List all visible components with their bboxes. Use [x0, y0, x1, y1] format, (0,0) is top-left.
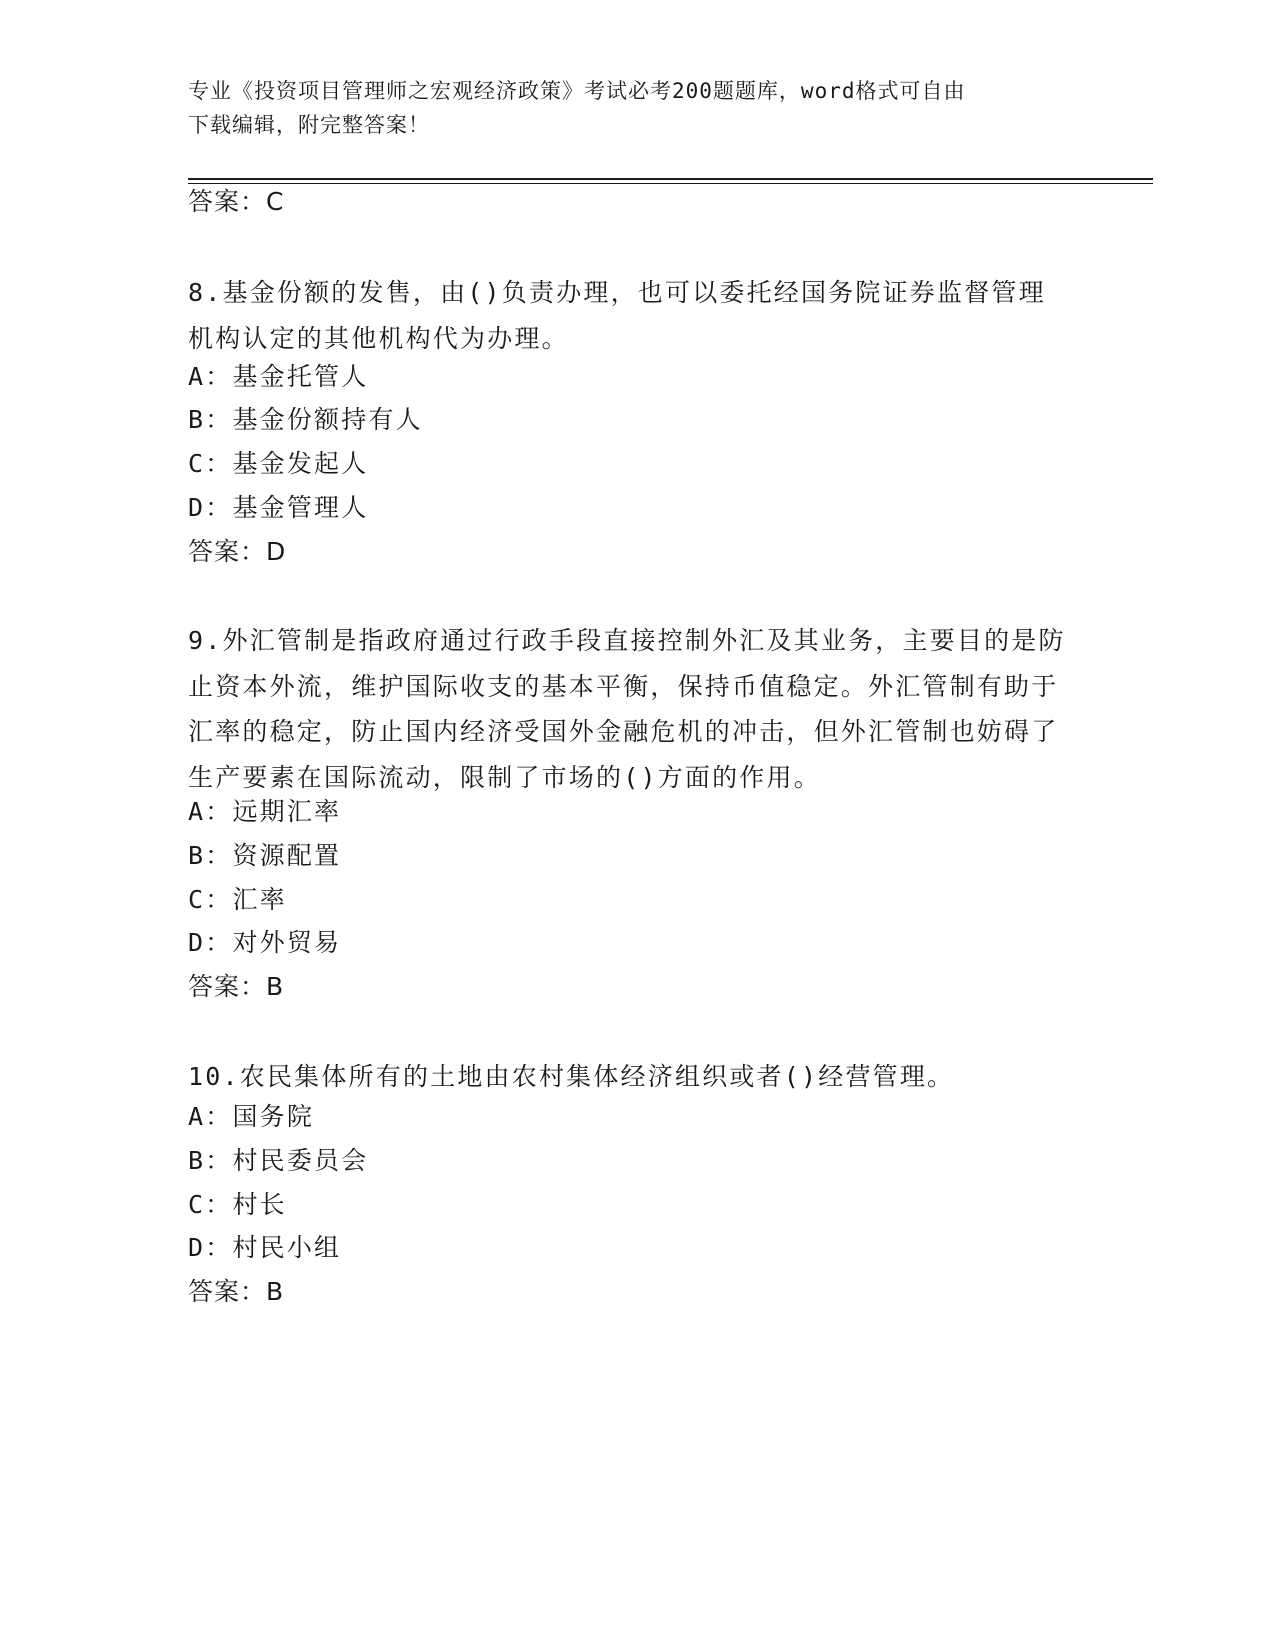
question-9-option-d: D：对外贸易 — [188, 928, 342, 957]
question-10-text: 10.农民集体所有的土地由农村集体经济组织或者()经营管理。 — [188, 1062, 955, 1091]
question-9-answer: 答案：B — [188, 972, 285, 1001]
question-10-option-b: B：村民委员会 — [188, 1146, 369, 1175]
question-8-answer: 答案：D — [188, 537, 287, 566]
header-line-2: 下载编辑，附完整答案！ — [188, 113, 430, 137]
question-8-option-a: A：基金托管人 — [188, 362, 369, 391]
document-header — [188, 74, 1088, 142]
header-divider-thin — [188, 183, 1153, 184]
question-10-option-a: A：国务院 — [188, 1102, 315, 1131]
question-8-option-b: B：基金份额持有人 — [188, 405, 423, 434]
question-10-answer: 答案：B — [188, 1277, 285, 1306]
question-10-option-d: D：村民小组 — [188, 1233, 342, 1262]
previous-answer: 答案：C — [188, 187, 285, 216]
question-9-text: 9.外汇管制是指政府通过行政手段直接控制外汇及其业务，主要目的是防止资本外流，维护国际收支的基本平衡，保持币值稳定。外汇管制有助于汇率的稳定，防止国内经济受国外金融危机的冲击，但外汇管制也妨碍了生产要素在国际流动，限制了市场的()方面的作用。 — [188, 626, 1066, 792]
question-10-option-c: C：村长 — [188, 1190, 287, 1219]
question-8-option-d: D：基金管理人 — [188, 493, 369, 522]
question-9-option-b: B：资源配置 — [188, 841, 342, 870]
question-9-option-a: A：远期汇率 — [188, 797, 342, 826]
question-8-text: 8.基金份额的发售，由()负责办理，也可以委托经国务院证券监督管理机构认定的其他机构代为办理。 — [188, 278, 1046, 353]
header-divider-thick — [188, 178, 1153, 180]
header-line-1: 专业《投资项目管理师之宏观经济政策》考试必考200题题库，word格式可自由 — [188, 79, 966, 103]
question-8-option-c: C：基金发起人 — [188, 449, 369, 478]
question-9-option-c: C：汇率 — [188, 885, 287, 914]
